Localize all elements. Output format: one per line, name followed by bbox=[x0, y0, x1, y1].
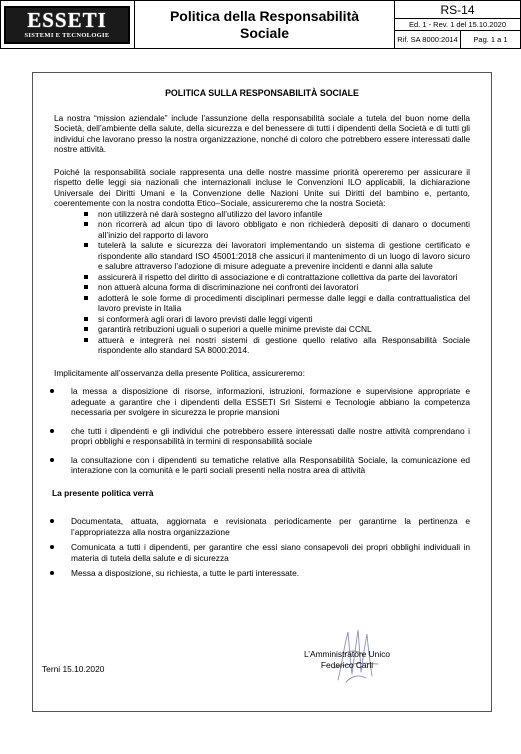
commitment-list bbox=[84, 209, 470, 356]
logo-cell bbox=[1, 1, 135, 49]
page-number: Pag. 1 a 1 bbox=[461, 31, 521, 49]
list-item: Comunicata a tutti i dipendenti, per garantire che essi siano consapevoli dei propri obblighi individuali in materia di tutela della salute e di sicurezza bbox=[54, 542, 470, 563]
commitment-intro: Poiché la responsabilità sociale rappresenta una delle nostre massime priorità opereremo per assicurare il rispetto delle leggi sia nazionali che internazionali incluse le Convenzioni ILO applicabili, la dichiarazione Universale dei Diritti Umani e la Convenzione delle Nazioni Unite sui Diritti del bambino e, pertanto, coerentemente con la nostra condotta Etico–Sociale, assicureremo che la nostra Società: bbox=[54, 166, 470, 208]
logo-main-text: ESSETI bbox=[27, 8, 107, 32]
list-item: non attuerà alcuna forma di discriminazione nei confronti dei lavoratori bbox=[84, 282, 470, 293]
policy-title: POLITICA SULLA RESPONSABILITÀ SOCIALE bbox=[165, 88, 359, 98]
document-revision: Ed. 1 - Rev. 1 del 15.10.2020 bbox=[395, 19, 521, 31]
list-item: Messa a disposizione, su richiesta, a tutte le parti interessate. bbox=[54, 568, 470, 579]
list-item: assicurerà il rispetto del diritto di associazione e di contrattazione collettiva da parte dei lavoratori bbox=[84, 272, 470, 283]
policy-list bbox=[54, 516, 470, 579]
list-item: che tutti i dipendenti e gli individui che potrebbero essere interessati dalle nostre attività comprendano i propri obblighi e responsabilità in termini di responsabilità sociale bbox=[54, 426, 470, 447]
document-code: RS-14 bbox=[395, 1, 521, 19]
list-item: la consultazione con i dipendenti su tematiche relative alla Responsabilità Sociale, la comunicazione ed interazione con la comunità e le parti sociali presenti nella nostra area di attività bbox=[54, 455, 470, 476]
assure-intro: Implicitamente all’osservanza della presente Politica, assicureremo: bbox=[54, 367, 305, 378]
list-item: non utilizzerà né darà sostegno all’utilizzo del lavoro infantile bbox=[84, 209, 470, 220]
header-title-line1: Politica della Responsabilità bbox=[169, 7, 360, 24]
policy-heading: La presente politica verrà bbox=[52, 487, 154, 498]
document-body bbox=[54, 88, 470, 587]
list-item: si conformerà agli orari di lavoro previsti dalle leggi vigenti bbox=[84, 314, 470, 325]
place-date: Terni 15.10.2020 bbox=[42, 664, 105, 674]
company-logo bbox=[4, 6, 130, 44]
list-item: attuerà e integrerà nei nostri sistemi di gestione quello relativo alla Responsabilità Sociale rispondente allo standard SA 8000:2014. bbox=[84, 335, 470, 356]
assurance-list bbox=[54, 386, 470, 476]
list-item: la messa a disposizione di risorse, informazioni, istruzioni, formazione e supervisione appropriate e adeguate a garantire che i dipendenti della ESSETI Srl Sistemi e Tecnologie abbiano la competenza necessaria per svolgere in sicurezza le proprie mansioni bbox=[54, 386, 470, 418]
document-reference: Rif. SA 8000:2014 bbox=[395, 31, 461, 49]
intro-paragraph: La nostra “mission aziendale” include l’assunzione della responsabilità sociale a tutela del buon nome della Società, dell’ambiente della salute, della sicurezza e del benessere di tutti i dipendenti della Società e di tutti gli individui che lavorano presso la nostra organizzazione, nonché di coloro che potrebbero essere interessati dalle nostre attività. bbox=[54, 112, 470, 154]
signer-role: L’Amministratore Unico bbox=[303, 649, 391, 659]
header-title-line2: Sociale bbox=[239, 24, 290, 41]
signature-block bbox=[272, 649, 422, 671]
list-item: garantirà retribuzioni uguali o superiori a quelle minime previste dai CCNL bbox=[84, 324, 470, 335]
document-header bbox=[0, 0, 521, 49]
list-item: Documentata, attuata, aggiornata e revisionata periodicamente per garantirne la pertinenza e l’appropriatezza alla nostra organizzazione bbox=[54, 516, 470, 537]
list-item: adotterà le sole forme di procedimenti disciplinari permesse dalle leggi e dalla contrattualistica del lavoro previste in Italia bbox=[84, 293, 470, 314]
signer-name: Federico Carli bbox=[320, 660, 374, 670]
logo-sub-text: SISTEMI E TECNOLOGIE bbox=[24, 32, 110, 39]
document-title-cell bbox=[135, 1, 395, 49]
list-item: non ricorrerà ad alcun tipo di lavoro obbligato e non richiederà depositi di danaro o documenti all’inizio del rapporto di lavoro bbox=[84, 219, 470, 240]
list-item: tutelerà la salute e sicurezza dei lavoratori implementando un sistema di gestione certificato e rispondente allo standard ISO 45001:2018 che assicuri il mantenimento di un luogo di lavoro sicuro e salubre attraverso l’adozione di misure adeguate a prevenire incidenti e danni alla salute bbox=[84, 240, 470, 272]
